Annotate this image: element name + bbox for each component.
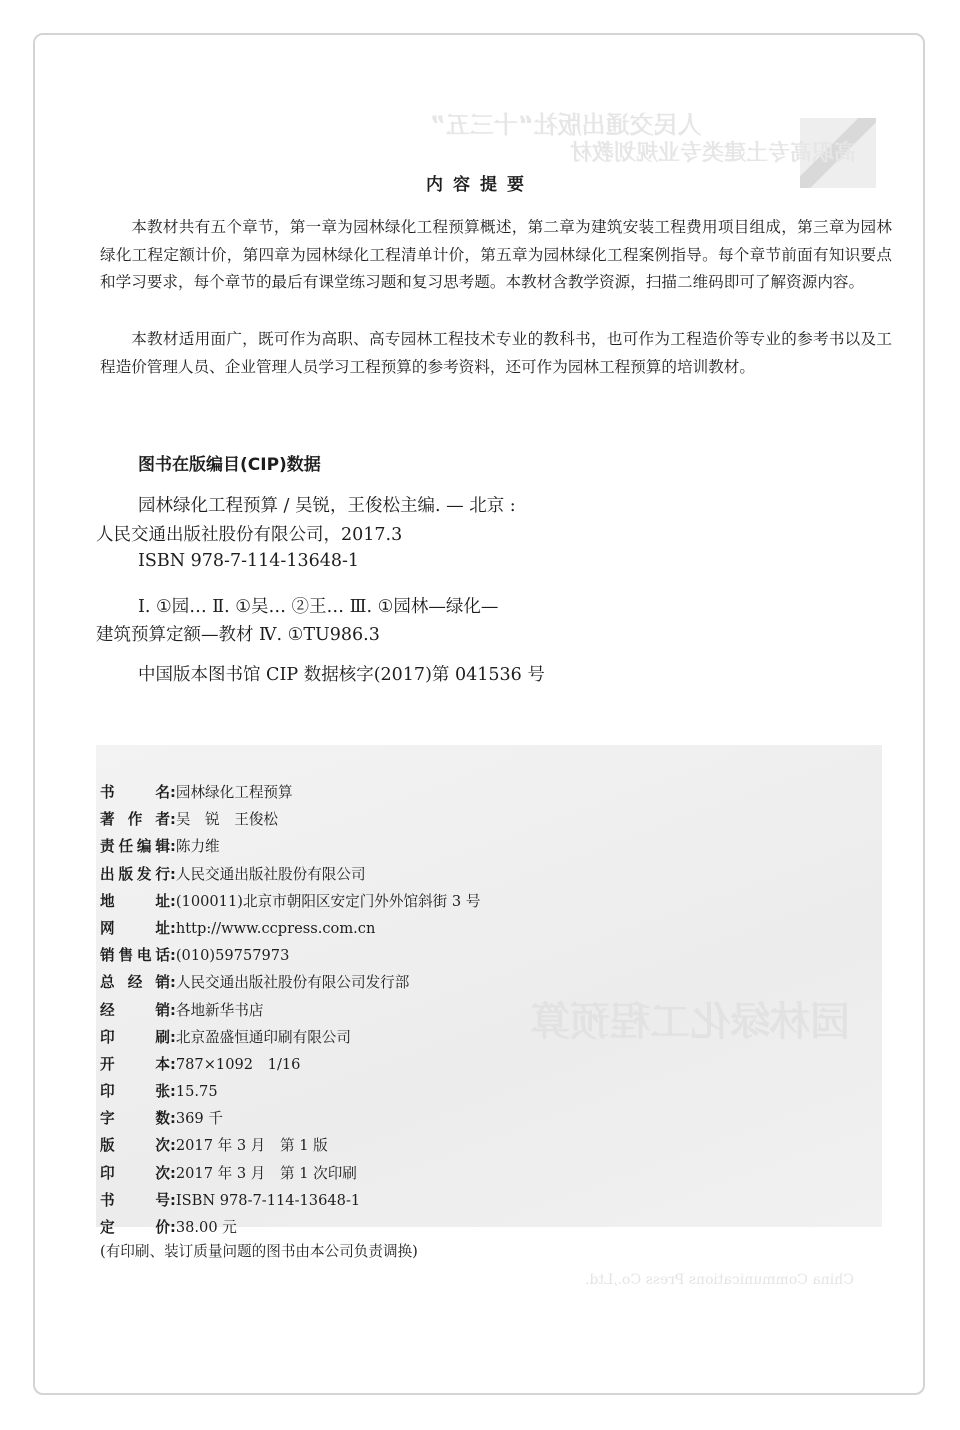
info-label: 版次 xyxy=(100,1137,170,1155)
cip-classification-1: Ⅰ. ①园… Ⅱ. ①吴… ②王… Ⅲ. ①园林—绿化— xyxy=(138,597,499,617)
info-value: ISBN 978-7-114-13648-1 xyxy=(175,1191,361,1209)
info-label: 字数 xyxy=(100,1110,170,1128)
info-value: 园林绿化工程预算 xyxy=(175,784,293,801)
info-label: 著作者 xyxy=(100,811,170,829)
colon: : xyxy=(170,784,176,801)
info-label: 责任编辑 xyxy=(100,838,170,856)
info-row xyxy=(100,1051,480,1078)
colon: : xyxy=(170,947,176,965)
info-row xyxy=(100,1105,480,1132)
colon: : xyxy=(170,974,176,992)
info-label: 地址 xyxy=(100,892,170,910)
info-value: 2017 年 3 月 第 1 次印刷 xyxy=(175,1164,357,1182)
info-row xyxy=(100,1214,480,1241)
colon: : xyxy=(170,838,176,856)
info-value: 38.00 元 xyxy=(175,1219,237,1236)
info-label: 定价 xyxy=(100,1219,170,1236)
info-row xyxy=(100,1078,480,1105)
colon: : xyxy=(170,865,176,883)
info-label: 出版发行 xyxy=(100,865,170,883)
info-value: 各地新华书店 xyxy=(175,1001,264,1019)
cip-classification-2: 建筑预算定额—教材 Ⅳ. ①TU986.3 xyxy=(96,625,380,645)
info-value: 787×1092 1/16 xyxy=(175,1055,301,1073)
summary-paragraph-1: 本教材共有五个章节，第一章为园林绿化工程预算概述，第二章为建筑安装工程费用项目组成，第三章为园林绿化工程定额计价，第四章为园林绿化工程清单计价，第五章为园林绿化工程案例指导。每个章节前面有知识要点和学习要求，每个章节的最后有课堂练习题和复习思考题。本教材含教学资源，扫描二维码即可了解资源内容。 xyxy=(100,218,892,292)
info-value: 15.75 xyxy=(175,1083,218,1101)
info-row xyxy=(100,888,480,915)
colon: : xyxy=(170,811,176,829)
info-value: 吴 锐 王俊松 xyxy=(175,811,279,829)
info-value: 2017 年 3 月 第 1 版 xyxy=(175,1137,328,1155)
cip-isbn: ISBN 978-7-114-13648-1 xyxy=(138,551,360,571)
info-row xyxy=(100,915,480,942)
cip-record-number: 中国版本图书馆 CIP 数据核字(2017)第 041536 号 xyxy=(138,665,545,685)
colon: : xyxy=(170,1137,176,1155)
replacement-note: (有印刷、装订质量问题的图书由本公司负责调换) xyxy=(100,1243,418,1260)
cip-line1: 园林绿化工程预算 / 吴锐，王俊松主编. — 北京 : xyxy=(138,496,516,516)
info-row xyxy=(100,779,480,806)
info-label: 经销 xyxy=(100,1001,170,1019)
info-row xyxy=(100,942,480,969)
info-value: 人民交通出版社股份有限公司发行部 xyxy=(175,974,410,992)
colon: : xyxy=(170,892,176,910)
info-value: (100011)北京市朝阳区安定门外外馆斜街 3 号 xyxy=(175,892,481,910)
info-row xyxy=(100,861,480,888)
colon: : xyxy=(170,1083,176,1101)
info-label: 印刷 xyxy=(100,1028,170,1046)
info-row xyxy=(100,1132,480,1159)
info-row xyxy=(100,969,480,996)
colon: : xyxy=(170,1219,176,1236)
info-value: 北京盈盛恒通印刷有限公司 xyxy=(175,1028,351,1046)
colon: : xyxy=(170,1110,176,1128)
colon: : xyxy=(170,919,176,937)
summary-paragraph-2: 本教材适用面广，既可作为高职、高专园林工程技术专业的教科书，也可作为工程造价等专业的参考书以及工程造价管理人员、企业管理人员学习工程预算的参考资料，还可作为园林工程预算的培训教材。 xyxy=(100,330,892,376)
colon: : xyxy=(170,1028,176,1046)
info-row xyxy=(100,1160,480,1187)
info-row xyxy=(100,1024,480,1051)
summary-title: 内容提要 xyxy=(426,175,534,195)
bleedthrough-cover-title: 园林绿化工程预算 xyxy=(530,999,850,1045)
info-row xyxy=(100,997,480,1024)
colon: : xyxy=(170,1001,176,1019)
info-label: 总经销 xyxy=(100,974,170,992)
info-value: 369 千 xyxy=(175,1110,223,1128)
info-value: 人民交通出版社股份有限公司 xyxy=(175,865,366,883)
info-label: 印张 xyxy=(100,1083,170,1101)
bleedthrough-publisher-en: China Communications Press Co.,Ltd. xyxy=(585,1272,854,1288)
info-value: http://www.ccpress.com.cn xyxy=(175,919,376,937)
bleedthrough-series-line2: 高职高专土建类专业规划教材 xyxy=(570,141,857,166)
info-row xyxy=(100,833,480,860)
info-label: 开本 xyxy=(100,1055,170,1073)
info-row xyxy=(100,806,480,833)
colon: : xyxy=(170,1191,176,1209)
cip-title: 图书在版编目(CIP)数据 xyxy=(138,455,321,475)
info-value: 陈力维 xyxy=(175,838,220,856)
info-label: 印次 xyxy=(100,1164,170,1182)
bleedthrough-series-line1: 人民交通出版社“十三五” xyxy=(430,111,702,139)
cip-line2: 人民交通出版社股份有限公司，2017.3 xyxy=(96,525,403,545)
colon: : xyxy=(170,1055,176,1073)
info-label: 书名 xyxy=(100,784,170,801)
info-value: (010)59757973 xyxy=(175,947,290,965)
info-label: 销售电话 xyxy=(100,947,170,965)
publication-info xyxy=(100,779,480,1241)
info-label: 网址 xyxy=(100,919,170,937)
info-label: 书号 xyxy=(100,1191,170,1209)
colon: : xyxy=(170,1164,176,1182)
info-row xyxy=(100,1187,480,1214)
